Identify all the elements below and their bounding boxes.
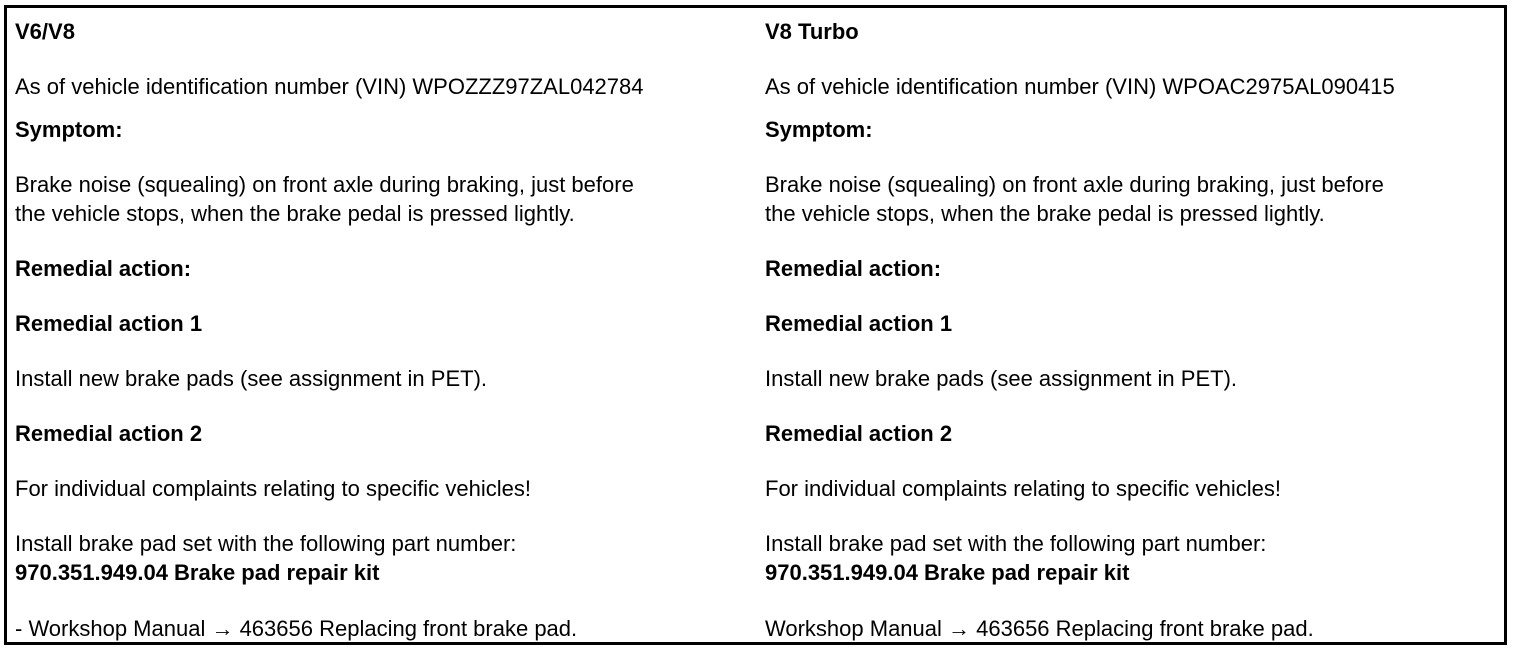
symptom-text-line2: the vehicle stops, when the brake pedal is pressed lightly. xyxy=(765,201,1325,226)
remedial-action-1-text: Install new brake pads (see assignment in PET). xyxy=(765,366,1238,391)
symptom-label: Symptom: xyxy=(15,117,123,142)
workshop-manual-reference: - Workshop Manual → 463656 Replacing front brake pad. xyxy=(15,616,578,641)
vin-text: As of vehicle identification number (VIN) WPOZZZ97ZAL042784 xyxy=(15,74,644,99)
part-number: 970.351.949.04 Brake pad repair kit xyxy=(15,560,380,585)
part-number: 970.351.949.04 Brake pad repair kit xyxy=(765,560,1130,585)
remedial-action-1-label: Remedial action 1 xyxy=(15,311,203,336)
column-heading: V8 Turbo xyxy=(765,19,859,44)
remedial-action-1-label: Remedial action 1 xyxy=(765,311,953,336)
install-instruction: Install brake pad set with the following part number: xyxy=(15,531,517,556)
remedial-action-2-text: For individual complaints relating to specific vehicles! xyxy=(765,476,1282,501)
symptom-text-line1: Brake noise (squealing) on front axle during braking, just before xyxy=(765,172,1384,197)
symptom-text-line1: Brake noise (squealing) on front axle during braking, just before xyxy=(15,172,634,197)
remedial-action-label: Remedial action: xyxy=(15,256,192,281)
symptom-label: Symptom: xyxy=(765,117,873,142)
remedial-action-2-text: For individual complaints relating to specific vehicles! xyxy=(15,476,532,501)
install-instruction: Install brake pad set with the following part number: xyxy=(765,531,1267,556)
column-heading: V6/V8 xyxy=(15,19,75,44)
remedial-action-label: Remedial action: xyxy=(765,256,942,281)
symptom-text-line2: the vehicle stops, when the brake pedal is pressed lightly. xyxy=(15,201,575,226)
remedial-action-2-label: Remedial action 2 xyxy=(15,421,203,446)
vin-text: As of vehicle identification number (VIN) WPOAC2975AL090415 xyxy=(765,74,1395,99)
workshop-manual-reference: Workshop Manual → 463656 Replacing front brake pad. xyxy=(765,616,1314,641)
document-frame xyxy=(4,5,1507,645)
remedial-action-1-text: Install new brake pads (see assignment in PET). xyxy=(15,366,488,391)
remedial-action-2-label: Remedial action 2 xyxy=(765,421,953,446)
